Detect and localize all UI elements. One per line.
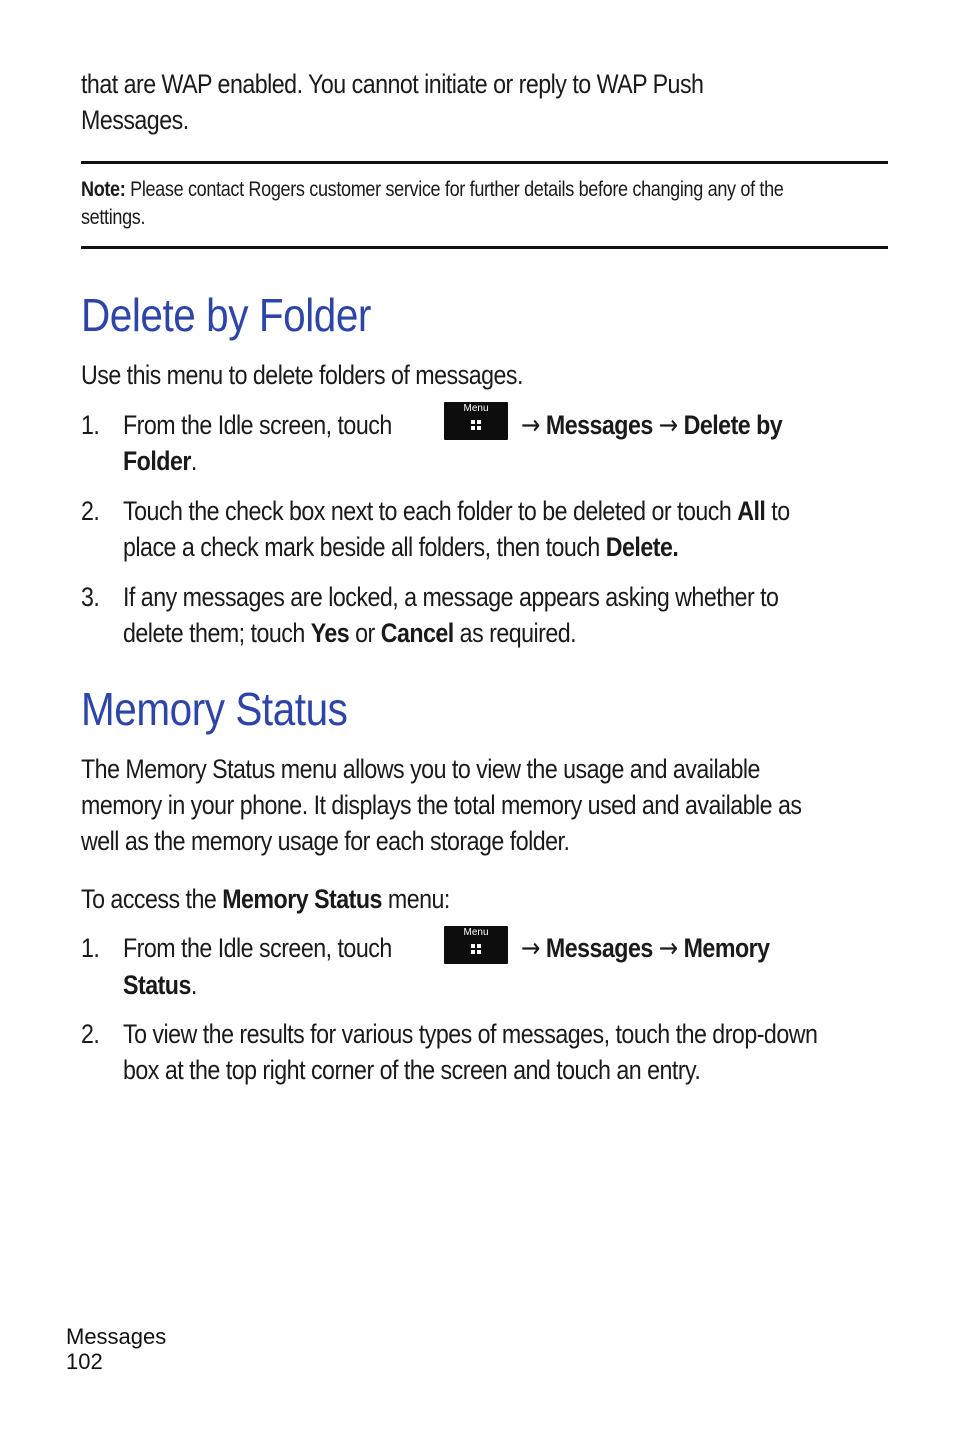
section1-description: Use this menu to delete folders of messages. bbox=[81, 360, 523, 390]
menu-path-delete-by: Delete by bbox=[683, 410, 783, 440]
step-number: 2. bbox=[81, 496, 100, 526]
arrow-icon: → bbox=[658, 410, 678, 441]
section1-step-3: 3. If any messages are locked, a message appears asking whether to delete them; touch Yes or Cancel as required. bbox=[81, 579, 889, 651]
menu-path-folder: Folder bbox=[123, 446, 191, 476]
delete-option: Delete. bbox=[605, 532, 679, 562]
menu-path-messages: Messages bbox=[545, 933, 653, 963]
section2-step-1: 1. From the Idle screen, touch Menu → Messages → Memory Status. bbox=[81, 927, 770, 1000]
section2-description: The Memory Status menu allows you to view the usage and available memory in your phone. It displays the total memory used and available as well as the memory usage for each storage folder. bbox=[81, 754, 802, 856]
arrow-icon: → bbox=[658, 933, 678, 964]
arrow-icon: → bbox=[521, 933, 540, 964]
section-heading-memory-status: Memory Status bbox=[81, 683, 348, 735]
step-number: 2. bbox=[81, 1019, 100, 1049]
yes-option: Yes bbox=[310, 618, 350, 648]
step-number: 1. bbox=[81, 933, 100, 963]
menu-path-memory: Memory bbox=[683, 933, 770, 963]
menu-key-label: Menu bbox=[463, 927, 489, 938]
footer-section-name: Messages bbox=[66, 1324, 167, 1349]
intro-paragraph bbox=[81, 66, 889, 138]
grid-icon bbox=[471, 420, 482, 431]
menu-path-messages: Messages bbox=[545, 410, 653, 440]
note-line-2: settings. bbox=[81, 206, 146, 229]
section1-step-1: 1. From the Idle screen, touch Menu → Messages → Delete by Folder. bbox=[81, 403, 783, 476]
step-text: From the Idle screen, touch bbox=[123, 410, 392, 440]
step-number: 1. bbox=[81, 410, 100, 440]
menu-key-label: Menu bbox=[463, 403, 489, 414]
section-heading-delete-by-folder: Delete by Folder bbox=[81, 289, 371, 341]
note-line-1: Please contact Rogers customer service for further details before changing any of the bbox=[125, 178, 784, 201]
cancel-option: Cancel bbox=[380, 618, 454, 648]
section1-step-2: 2. Touch the check box next to each folder to be deleted or touch All to place a check mark beside all folders, then touch Delete. bbox=[81, 493, 889, 565]
menu-path-status: Status bbox=[123, 970, 191, 1000]
intro-line-2: Messages. bbox=[81, 105, 189, 135]
menu-key-icon[interactable] bbox=[444, 926, 508, 964]
arrow-icon: → bbox=[521, 410, 540, 441]
page-number: 102 bbox=[66, 1349, 103, 1374]
note-box bbox=[81, 161, 888, 249]
note-label: Note: bbox=[81, 178, 126, 201]
page-footer bbox=[66, 1324, 166, 1374]
note-text bbox=[81, 176, 898, 232]
step-number: 3. bbox=[81, 582, 100, 612]
section2-access-line: To access the Memory Status menu: bbox=[81, 884, 450, 914]
step-text: From the Idle screen, touch bbox=[123, 933, 392, 963]
grid-icon bbox=[471, 944, 482, 955]
menu-key-icon[interactable] bbox=[444, 402, 508, 440]
all-option: All bbox=[737, 496, 766, 526]
intro-line-1: that are WAP enabled. You cannot initiate or reply to WAP Push bbox=[81, 69, 704, 99]
section2-step-2: 2. To view the results for various types of messages, touch the drop-down box at the top right corner of the screen and touch an entry. bbox=[81, 1016, 889, 1088]
